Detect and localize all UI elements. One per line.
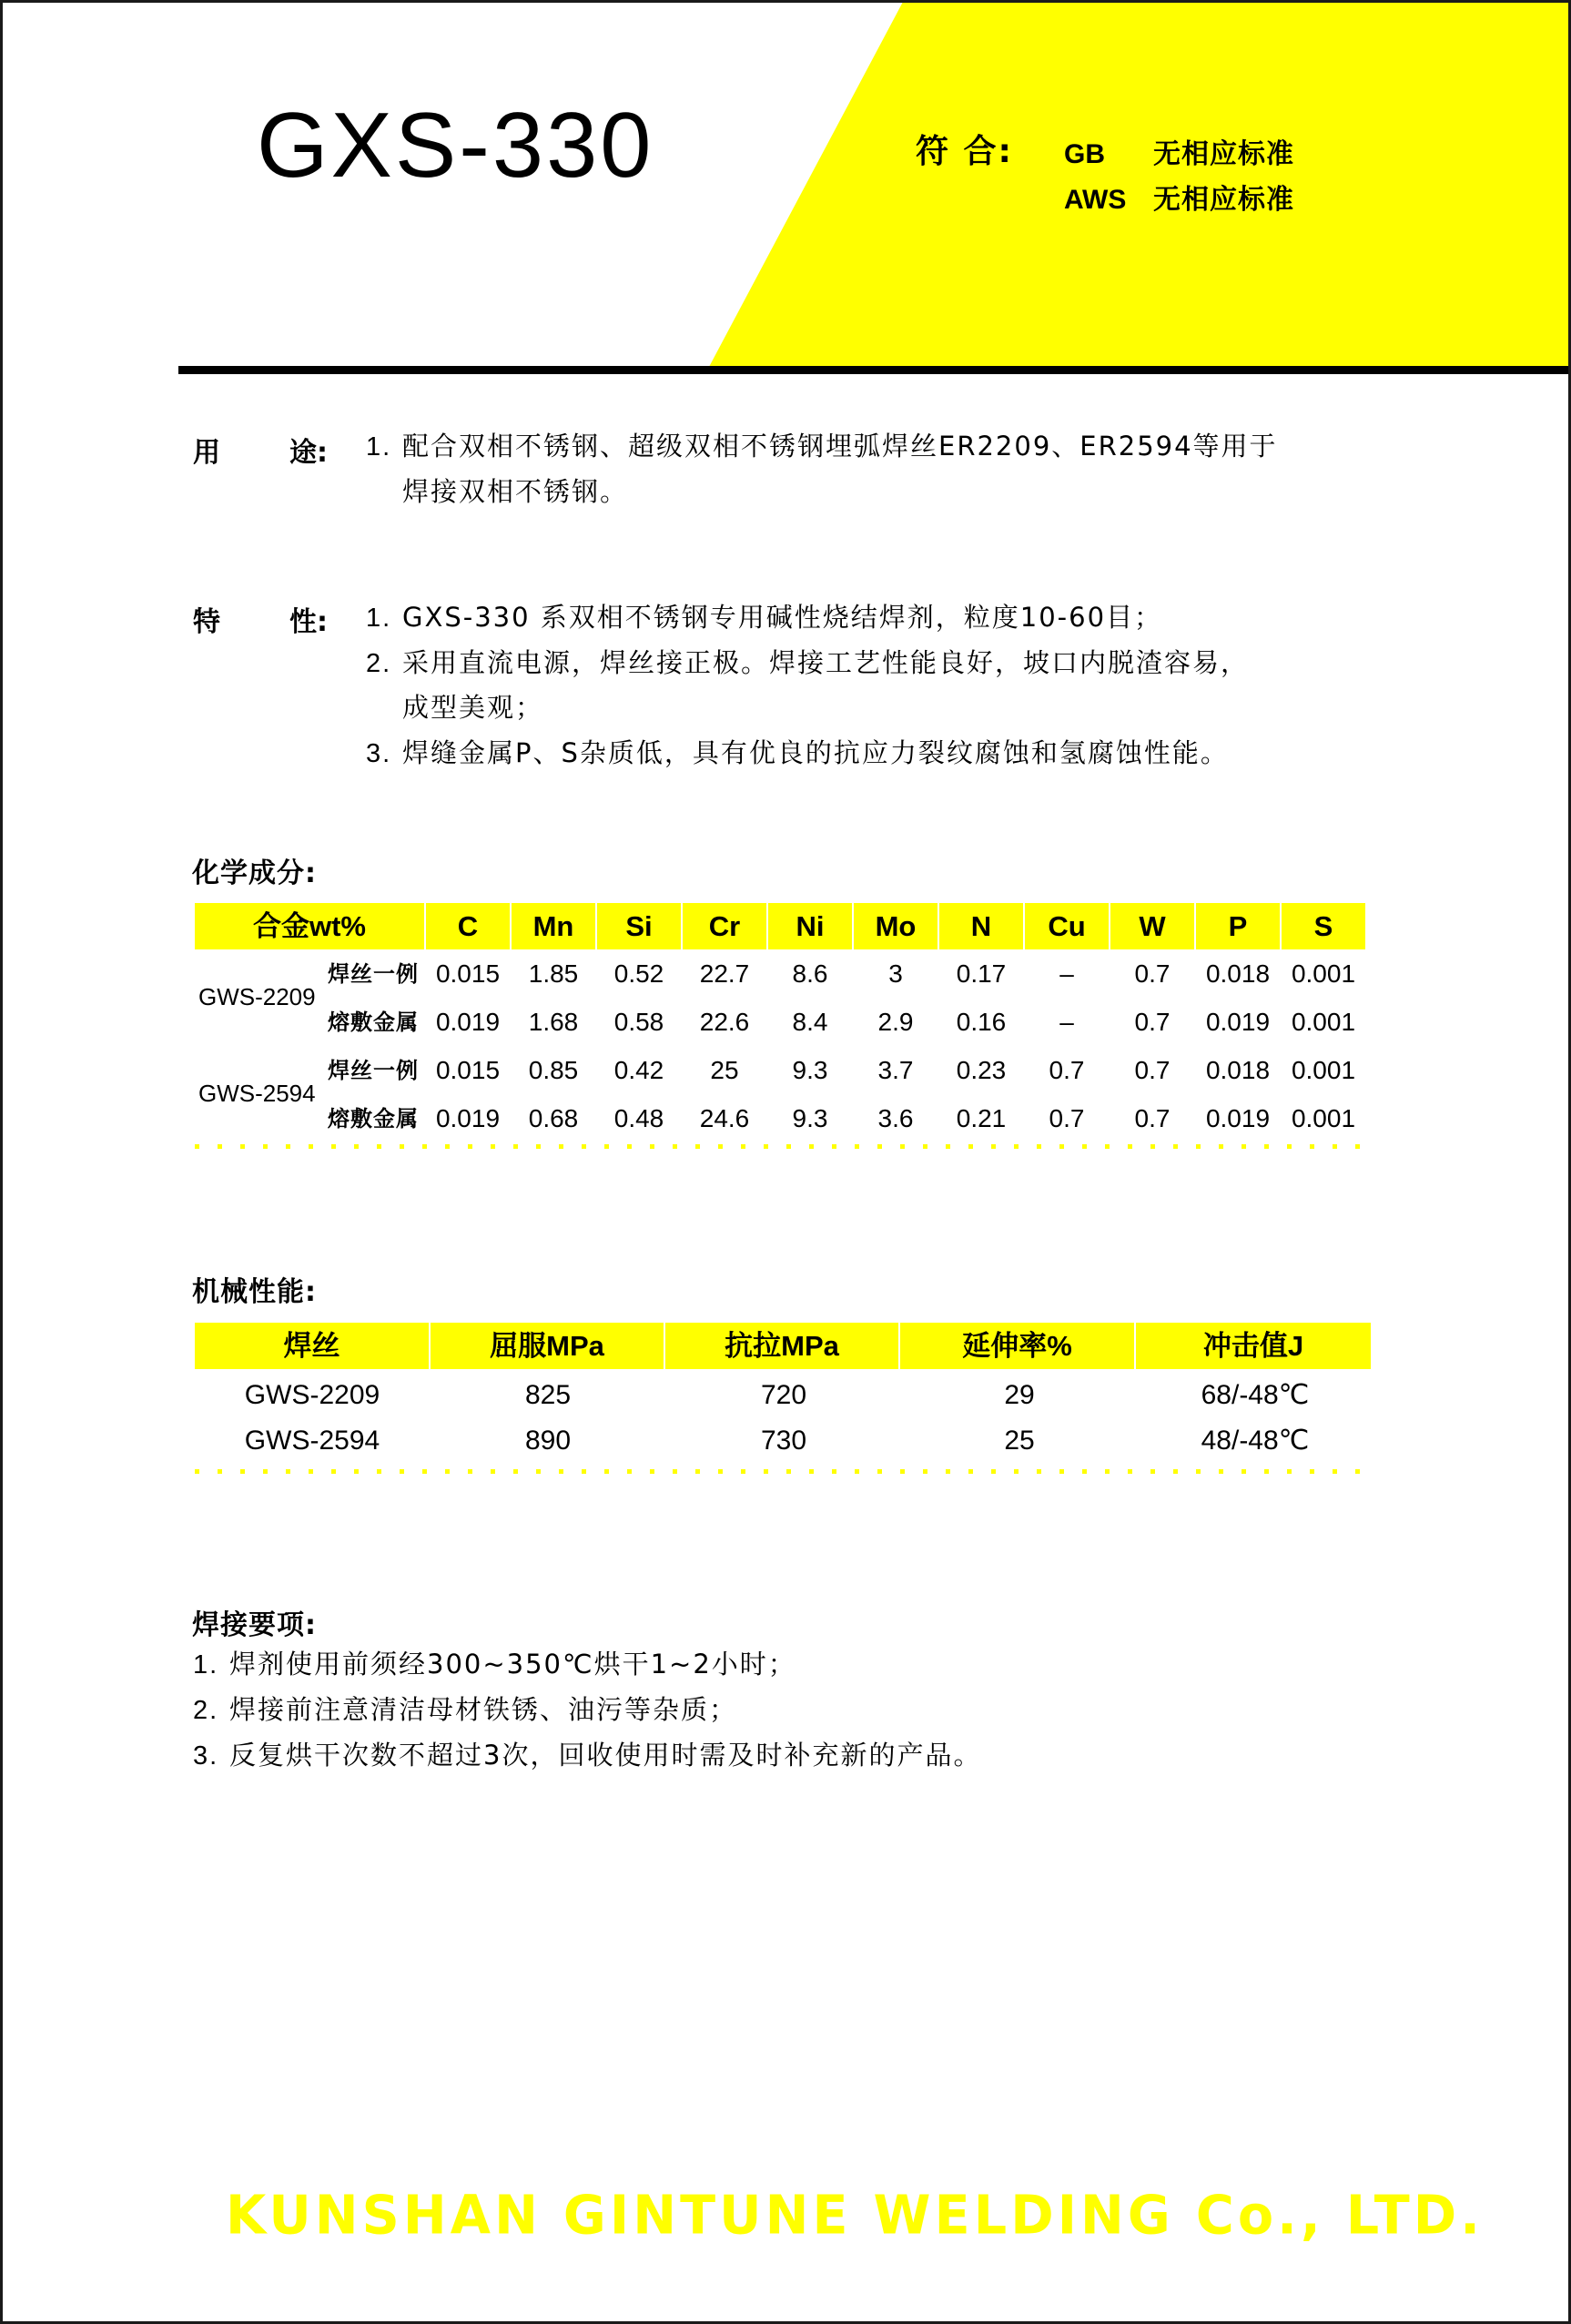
- table-cell: 0.015: [435, 959, 501, 988]
- conformity-label: 符 合:: [916, 133, 1013, 170]
- header-cell: 合金wt%: [195, 903, 424, 949]
- table-cell: 0.17: [956, 959, 1007, 988]
- table-cell: 0.58: [613, 1008, 664, 1036]
- table-cell: 24.6: [699, 1104, 750, 1132]
- conformity-row-aws: [1064, 177, 1294, 217]
- table-cell: 3.7: [877, 1056, 914, 1084]
- chemical-table-row: [195, 1047, 1367, 1094]
- chemical-table-header: [195, 903, 1365, 949]
- table-cell: GWS-2594: [244, 1426, 380, 1456]
- table-cell: 48/-48℃: [1201, 1426, 1310, 1456]
- table-cell: 0.7: [1134, 1104, 1171, 1132]
- header-cell: S: [1282, 903, 1365, 949]
- table-cell: –: [1059, 1008, 1074, 1036]
- table-cell: 68/-48℃: [1201, 1380, 1310, 1410]
- sample-type: 焊丝一例: [328, 961, 419, 987]
- table-cell: 0.019: [1205, 1008, 1271, 1036]
- table-cell: 0.16: [956, 1008, 1007, 1036]
- table-cell: 8.4: [792, 1008, 828, 1036]
- table-cell: 0.85: [528, 1056, 579, 1084]
- table-cell: 8.6: [792, 959, 828, 988]
- table-cell: 22.6: [699, 1008, 750, 1036]
- table-cell: 0.001: [1291, 1008, 1356, 1036]
- header-cell: Cu: [1025, 903, 1109, 949]
- chemical-table-dotted-rule: [195, 1144, 1371, 1149]
- table-cell: 25: [1004, 1426, 1035, 1456]
- table-cell: 2.9: [877, 1008, 914, 1036]
- conformity-row-gb: [1064, 131, 1294, 171]
- table-cell: 0.019: [435, 1104, 501, 1132]
- header-cell: Si: [597, 903, 681, 949]
- header-cell: Mo: [854, 903, 938, 949]
- table-cell: 0.001: [1291, 1104, 1356, 1132]
- table-cell: 720: [760, 1380, 807, 1410]
- sample-type: 熔敷金属: [328, 1106, 419, 1132]
- standard-name: AWS: [1064, 185, 1127, 215]
- header-cell: 延伸率%: [900, 1323, 1134, 1369]
- table-cell: 9.3: [792, 1104, 828, 1132]
- header-cell: 冲击值J: [1136, 1323, 1371, 1369]
- standard-value: 无相应标准: [1153, 184, 1294, 216]
- mechanical-heading: 机械性能:: [192, 1276, 317, 1308]
- table-cell: 1.68: [528, 1008, 579, 1036]
- chemical-table-row: [195, 999, 1367, 1046]
- mechanical-table-row: [195, 1373, 1373, 1418]
- welding-notes-heading: 焊接要项:: [192, 1609, 317, 1641]
- header-cell: Ni: [768, 903, 852, 949]
- welding-note-2: 2. 焊接前注意清洁母材铁锈、油污等杂质；: [193, 1694, 738, 1725]
- table-cell: 0.018: [1205, 959, 1271, 988]
- table-cell: 0.019: [435, 1008, 501, 1036]
- header-divider: [178, 366, 1568, 374]
- table-cell: 730: [760, 1426, 807, 1456]
- header-cell: C: [426, 903, 510, 949]
- table-cell: 0.015: [435, 1056, 501, 1084]
- usage-item-1-cont: 焊接双相不锈钢。: [402, 476, 629, 507]
- standard-name: GB: [1064, 139, 1105, 169]
- features-item-1: 1. GXS-330 系双相不锈钢专用碱性烧结焊剂，粒度10-60目；: [366, 602, 1163, 633]
- header-cell: W: [1110, 903, 1194, 949]
- table-cell: 9.3: [792, 1056, 828, 1084]
- table-cell: 3.6: [877, 1104, 914, 1132]
- header-cell: Cr: [683, 903, 766, 949]
- header-cell: 屈服MPa: [431, 1323, 664, 1369]
- table-cell: 825: [524, 1380, 572, 1410]
- table-cell: 0.001: [1291, 959, 1356, 988]
- mechanical-table-row: [195, 1418, 1373, 1464]
- table-cell: 25: [710, 1056, 739, 1084]
- grade-label-2209: GWS-2209: [198, 983, 316, 1010]
- table-cell: 0.7: [1134, 959, 1171, 988]
- grade-label-2594: GWS-2594: [198, 1080, 316, 1107]
- header-cell: Mn: [512, 903, 595, 949]
- header-cell: 焊丝: [195, 1323, 429, 1369]
- table-cell: 0.7: [1049, 1056, 1085, 1084]
- sample-type: 焊丝一例: [328, 1058, 419, 1083]
- table-cell: 0.7: [1134, 1008, 1171, 1036]
- sample-type: 熔敷金属: [328, 1010, 419, 1035]
- table-cell: 0.48: [613, 1104, 664, 1132]
- table-cell: 0.68: [528, 1104, 579, 1132]
- welding-note-1: 1. 焊剂使用前须经300~350℃烘干1~2小时；: [193, 1649, 796, 1680]
- product-title: GXS-330: [257, 95, 654, 197]
- table-cell: 3: [888, 959, 903, 988]
- table-cell: 0.7: [1049, 1104, 1085, 1132]
- table-cell: 1.85: [528, 959, 579, 988]
- company-name-footer: KUNSHAN GINTUNE WELDING Co., LTD.: [226, 2185, 1485, 2248]
- table-cell: 0.52: [613, 959, 664, 988]
- table-cell: 22.7: [699, 959, 750, 988]
- header-cell: N: [939, 903, 1023, 949]
- features-item-3: 3. 焊缝金属P、S杂质低，具有优良的抗应力裂纹腐蚀和氢腐蚀性能。: [366, 737, 1229, 768]
- table-cell: 0.42: [613, 1056, 664, 1084]
- table-cell: 0.21: [956, 1104, 1007, 1132]
- chemical-table-row: [195, 1095, 1367, 1142]
- table-cell: 890: [524, 1426, 572, 1456]
- table-cell: 29: [1004, 1380, 1035, 1410]
- header-cell: 抗拉MPa: [665, 1323, 898, 1369]
- chemical-heading: 化学成分:: [192, 858, 317, 889]
- table-cell: 0.018: [1205, 1056, 1271, 1084]
- features-item-2: 2. 采用直流电源，焊丝接正极。焊接工艺性能良好，坡口内脱渣容易，: [366, 647, 1250, 678]
- welding-note-3: 3. 反复烘干次数不超过3次，回收使用时需及时补充新的产品。: [193, 1740, 982, 1771]
- chemical-table-row: [195, 950, 1367, 998]
- mechanical-table-header: [195, 1323, 1371, 1369]
- table-cell: 0.7: [1134, 1056, 1171, 1084]
- table-cell: GWS-2209: [244, 1380, 380, 1410]
- yellow-header-band: [0, 0, 1571, 367]
- features-item-2-cont: 成型美观；: [402, 692, 544, 723]
- table-cell: 0.001: [1291, 1056, 1356, 1084]
- header-cell: P: [1196, 903, 1280, 949]
- mechanical-table-dotted-rule: [195, 1469, 1371, 1474]
- table-cell: –: [1059, 959, 1074, 988]
- standard-value: 无相应标准: [1153, 138, 1294, 170]
- usage-item-1: 1. 配合双相不锈钢、超级双相不锈钢埋弧焊丝ER2209、ER2594等用于: [366, 431, 1278, 462]
- table-cell: 0.23: [956, 1056, 1007, 1084]
- table-cell: 0.019: [1205, 1104, 1271, 1132]
